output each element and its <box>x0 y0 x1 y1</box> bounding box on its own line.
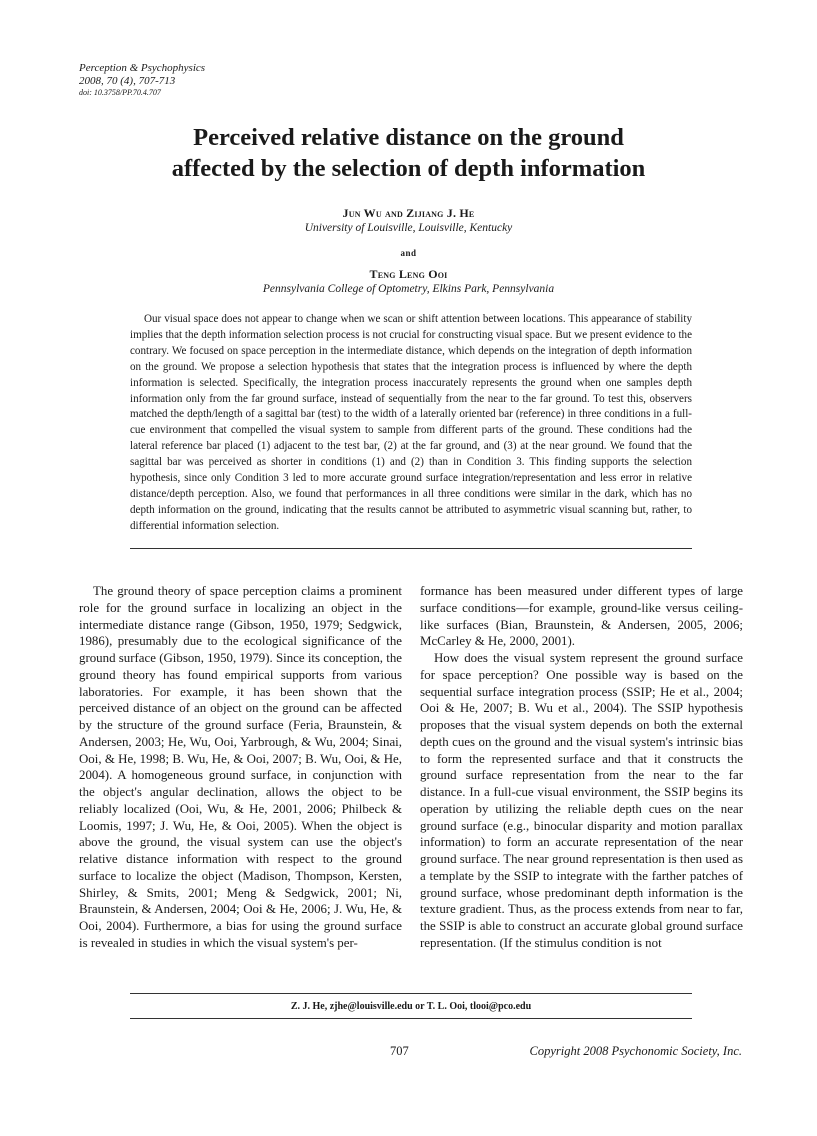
title-line-2: affected by the selection of depth information <box>171 155 646 182</box>
title-line-1: Perceived relative distance on the ground <box>193 124 624 151</box>
affiliation-primary: University of Louisville, Louisville, Kentucky <box>304 222 513 234</box>
and-separator: and <box>400 248 417 258</box>
affiliation-secondary: Pennsylvania College of Optometry, Elkins Park, Pennsylvania <box>262 283 555 295</box>
body-column-left <box>79 583 402 952</box>
journal-name: Perception & Psychophysics <box>79 62 206 74</box>
footnote-divider-bottom <box>130 1018 692 1019</box>
paper-title <box>60 122 757 184</box>
page-number: 707 <box>390 1044 409 1058</box>
body-column-right <box>420 583 743 952</box>
body-paragraph: How does the visual system represent the ground surface for space perception? One possible way is based on the sequential surface integration process (SSIP; He et al., 2004; Ooi & He, 2007; B. Wu et al., 2004). The SSIP hypothesis proposes that the visual system depends on both the external depth cues on the ground and the visual system's intrinsic bias to form the represented surface and that it constructs the ground surface representation from the near to the far distance. In a full-cue visual environment, the SSIP begins its operation by utilizing the reliable depth cues on the near ground surface (e.g., binocular disparity and motion parallax information) to form an accurate representation of the near ground surface. The near ground representation is then used as a template by the SSIP to integrate with the farther patches of ground surface, whose predominant depth information is the texture gradient. Thus, as the process extends from near to far, the SSIP is able to construct an accurate global ground surface representation. (If the stimulus condition is not <box>420 651 743 950</box>
abstract: Our visual space does not appear to change when we scan or shift attention between locations. This appearance of stability implies that the depth information selection process is not crucial for constructing visual space. But we present evidence to the contrary. We focused on space perception in the intermediate distance, which depends on the integration of depth information on the ground. We propose a selection hypothesis that states that the integration process is influenced by where the depth information is selected. Specifically, the integration process inaccurately represents the ground when one samples depth information only from the far ground surface, instead of sequentially from the near to the far ground. To test this, observers matched the depth/length of a sagittal bar (test) to the width of a laterally oriented bar (reference) in three conditions in a full-cue environment that compelled the visual system to sample from different parts of the ground. These conditions had the lateral reference bar placed (1) adjacent to the test bar, (2) at the far ground, and (3) at the near ground. We found that the sagittal bar was perceived as shorter in conditions (1) and (2) than in Condition 3. This finding supports the selection hypothesis, since only Condition 3 led to more accurate ground surface integration/representation and less error in relative distance/depth perception. Also, we found that performances in all three conditions were similar in the dark, which has no depth information on the ground, indicating that the results cannot be attributed to asymmetric visual scanning but, rather, to differential information selection. <box>130 313 692 532</box>
journal-header <box>79 62 205 98</box>
journal-volume: 2008, 70 (4), 707-713 <box>79 75 176 87</box>
authors-secondary: Teng Leng Ooi <box>369 267 448 281</box>
footnote-divider-top <box>130 993 692 994</box>
body-paragraph: The ground theory of space perception claims a prominent role for the ground surface in localizing an object in the intermediate distance range (Gibson, 1950, 1979; Sedgwick, 1986), presumably due to the ecological significance of the ground surface (Gibson, 1950, 1979). Since its conception, the ground theory has found empirical supports from various laboratories. For example, it has been shown that the perceived distance of an object on the ground can be affected by the structure of the ground surface (Feria, Braunstein, & Andersen, 2003; He, Wu, Ooi, Yarbrough, & Wu, 2004; Sinai, Ooi, & He, 1998; B. Wu, He, & Ooi, 2007; B. Wu, Ooi, & He, 2004). A homogeneous ground surface, in conjunction with the object's angular declination, allows the object to be reliably localized (Ooi, Wu, & He, 2001, 2006; Philbeck & Loomis, 1997; J. Wu, He, & Ooi, 2005). When the object is above the ground, the visual system can use the object's relative distance information with respect to the ground surface to localize the object (Madison, Thompson, Kersten, Shirley, & Smits, 2001; Meng & Sedgwick, 2001; Ni, Braunstein, & Andersen, 2004; Ooi & He, 2006; J. Wu, He, & Ooi, 2004). Furthermore, a bias for using the ground surface is revealed in studies in which the visual system's per- <box>79 584 402 950</box>
abstract-divider <box>130 548 692 549</box>
body-paragraph: formance has been measured under different types of large surface conditions—for example, ground-like versus ceiling-like surfaces (Bian, Braunstein, & Andersen, 2005, 2006; McCarley & He, 2000, 2001). <box>420 584 743 649</box>
copyright-notice: Copyright 2008 Psychonomic Society, Inc. <box>529 1044 742 1058</box>
doi: doi: 10.3758/PP.70.4.707 <box>79 88 161 97</box>
authors-primary: Jun Wu and Zijiang J. He <box>342 206 475 220</box>
contact-footnote: Z. J. He, zjhe@louisville.edu or T. L. Ooi, tlooi@pco.edu <box>290 1001 532 1012</box>
